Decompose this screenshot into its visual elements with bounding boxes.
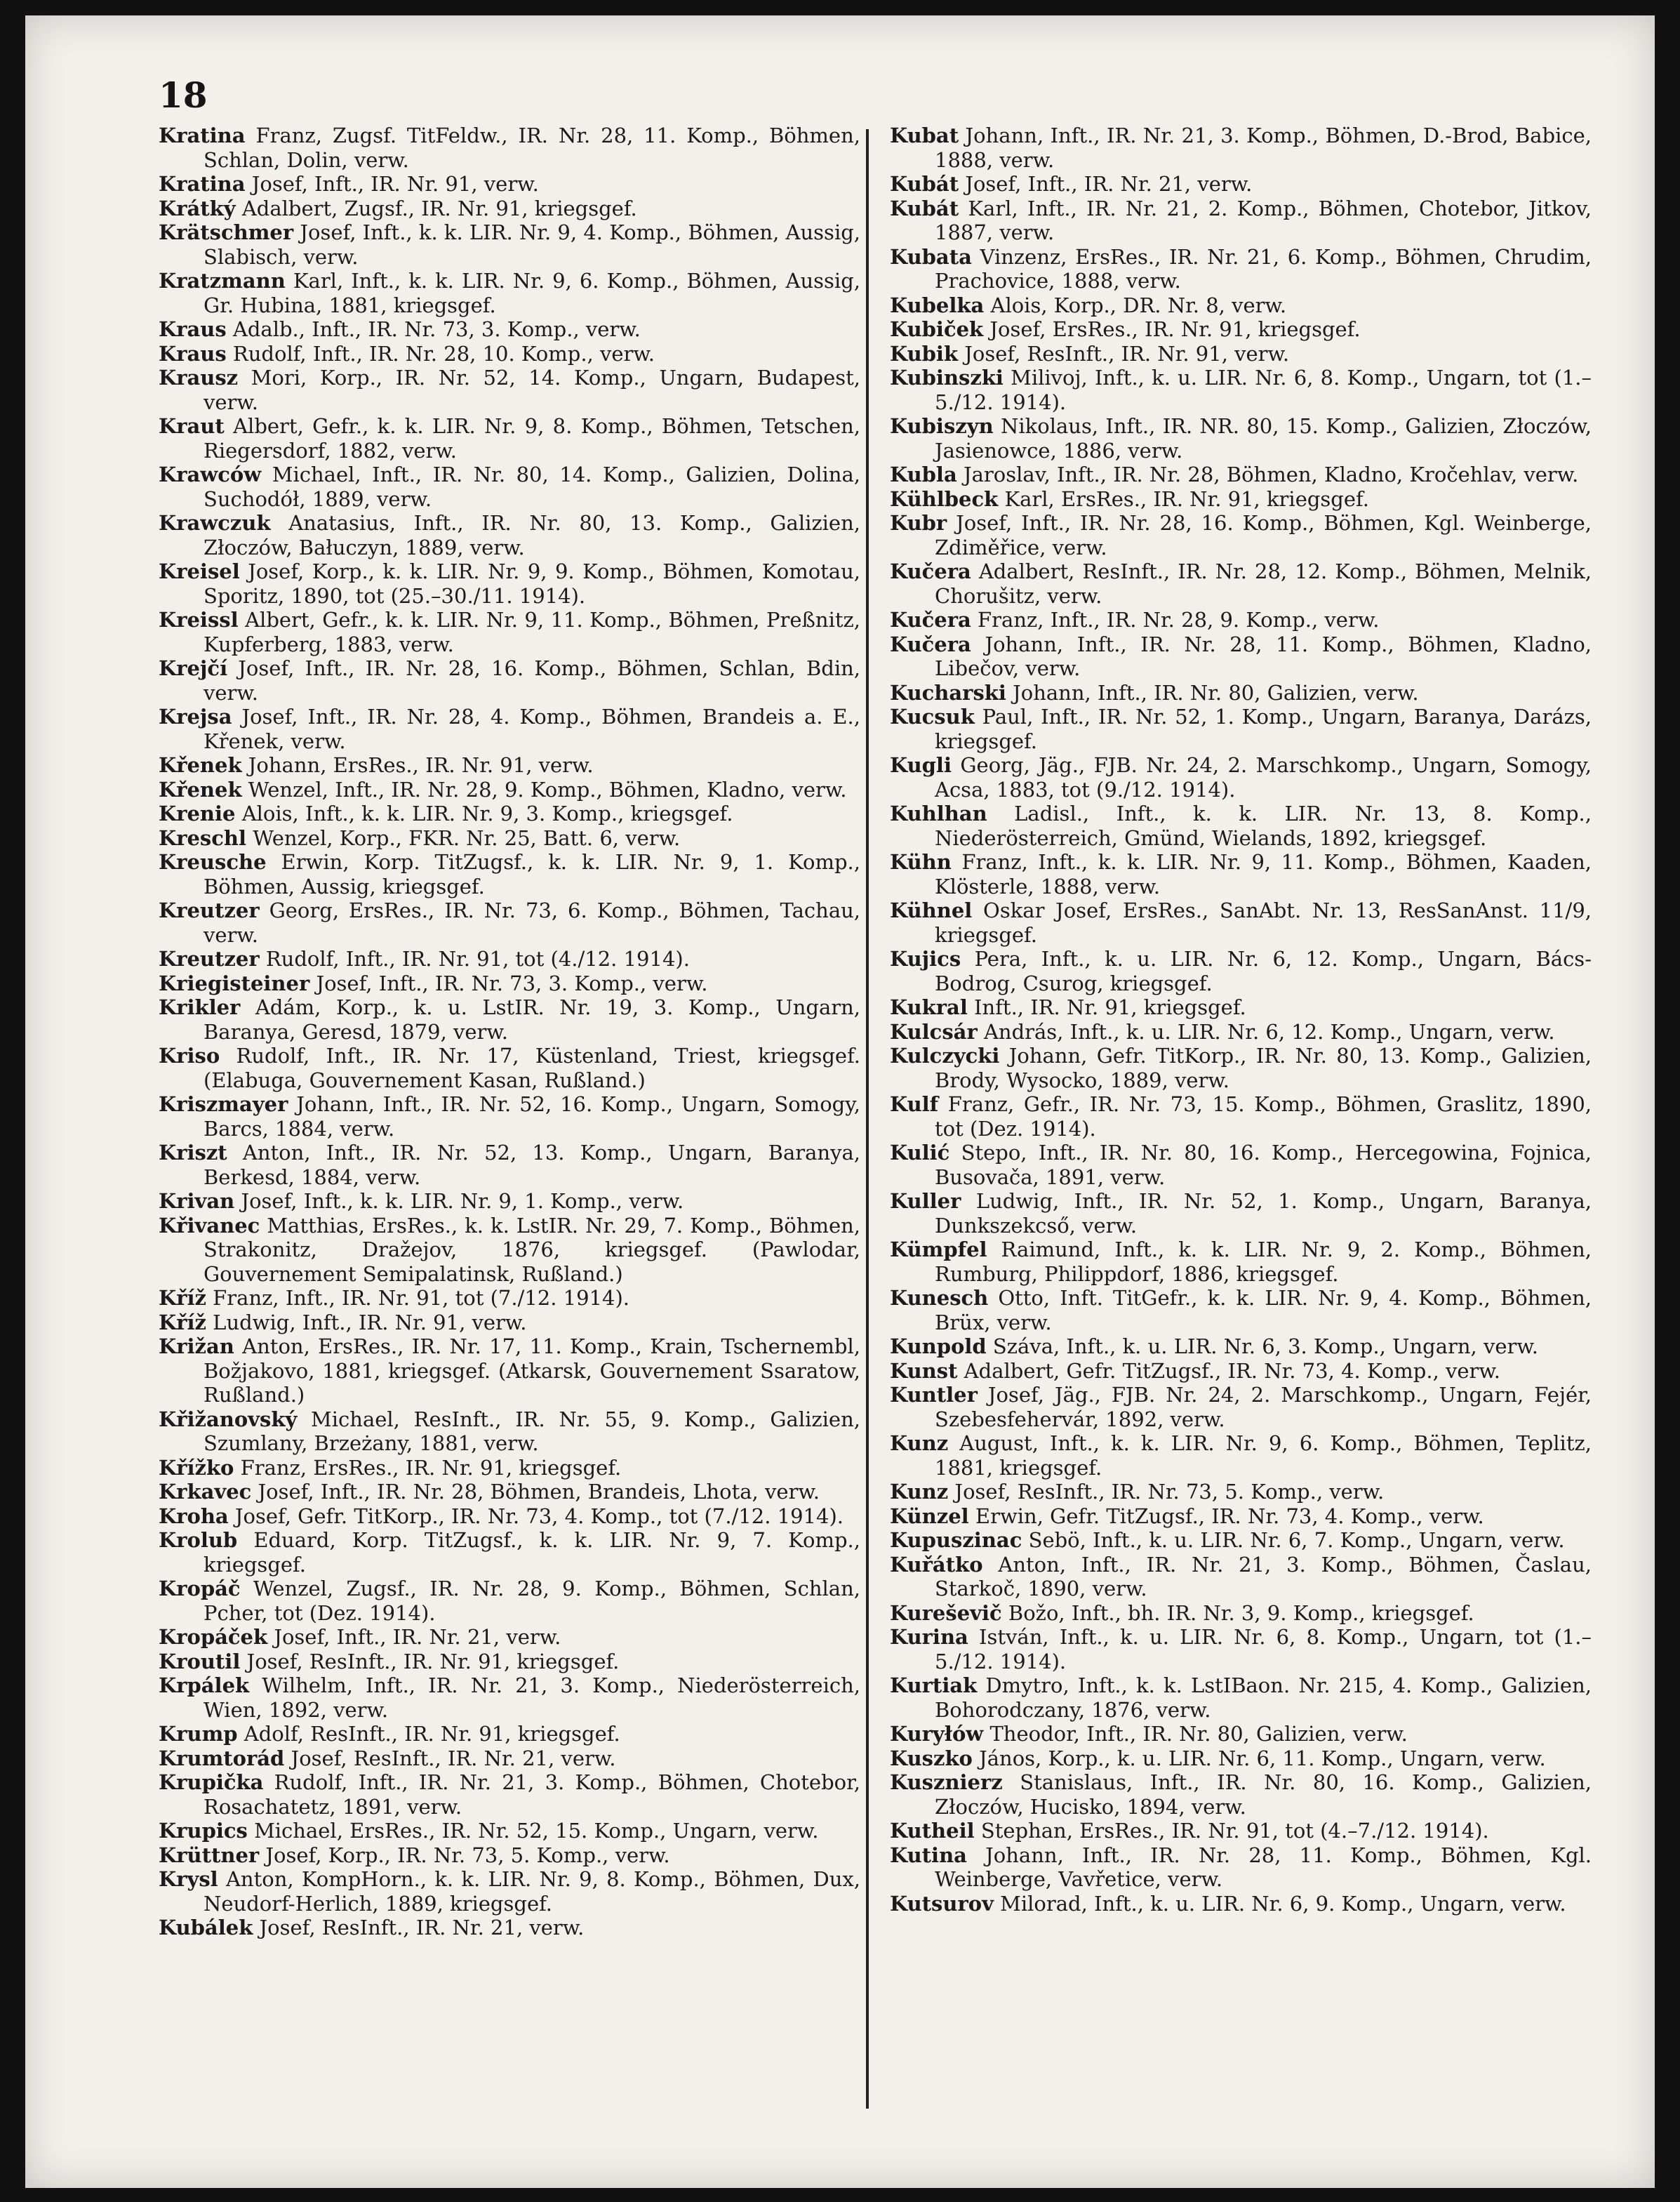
- right-column: [890, 124, 1592, 1916]
- entry-surname: Kuřátko: [890, 1552, 983, 1577]
- entry-details: Johann, Inft., IR. Nr. 80, Galizien, verw.: [1006, 680, 1419, 705]
- entry-surname: Kubat: [890, 124, 959, 147]
- entry-surname: Kugli: [890, 753, 952, 777]
- entry-surname: Kusznierz: [890, 1770, 1003, 1794]
- register-entry: [159, 898, 860, 947]
- entry-surname: Kulić: [890, 1141, 950, 1165]
- entry-surname: Kubinszki: [890, 366, 1004, 390]
- register-entry: [890, 487, 1592, 512]
- entry-surname: Kubát: [890, 196, 959, 220]
- entry-details: Wilhelm, Inft., IR. Nr. 21, 3. Komp., Niederösterreich, Wien, 1892, verw.: [204, 1673, 860, 1722]
- entry-surname: Kulcsár: [890, 1019, 978, 1044]
- entry-details: Dmytro, Inft., k. k. LstIBaon. Nr. 215, 4. Komp., Galizien, Bohorodczany, 1876, verw.: [935, 1673, 1592, 1722]
- register-entry: [159, 1286, 860, 1311]
- entry-details: Adalb., Inft., IR. Nr. 73, 3. Komp., verw.: [226, 317, 641, 341]
- register-entry: [159, 850, 860, 898]
- register-entry: [159, 1746, 860, 1771]
- entry-details: Josef, Jäg., FJB. Nr. 24, 2. Marschkomp., Ungarn, Fejér, Szebesfehervár, 1892, verw.: [935, 1383, 1592, 1431]
- entry-surname: Kunesch: [890, 1286, 989, 1310]
- entry-details: Anton, Inft., IR. Nr. 52, 13. Komp., Ungarn, Baranya, Berkesd, 1884, verw.: [204, 1141, 860, 1189]
- register-entry: [159, 220, 860, 269]
- register-entry: [890, 293, 1592, 318]
- entry-surname: Kurina: [890, 1625, 968, 1649]
- register-entry: [890, 124, 1592, 172]
- entry-surname: Krkavec: [159, 1480, 252, 1504]
- entry-surname: Kühnel: [890, 898, 973, 922]
- register-entry: [159, 1867, 860, 1916]
- entry-details: Franz, ErsRes., IR. Nr. 91, kriegsgef.: [234, 1455, 622, 1480]
- register-entry: [159, 269, 860, 317]
- entry-surname: Kubelka: [890, 293, 985, 317]
- register-entry: [159, 705, 860, 753]
- entry-surname: Kučera: [890, 608, 971, 632]
- register-entry: [159, 1722, 860, 1746]
- entry-surname: Kuszko: [890, 1746, 973, 1770]
- entry-surname: Kubálek: [159, 1916, 253, 1939]
- entry-surname: Krupics: [159, 1819, 248, 1843]
- entry-details: Josef, ResInft., IR. Nr. 73, 5. Komp., verw.: [948, 1480, 1385, 1504]
- entry-details: Albert, Gefr., k. k. LIR. Nr. 9, 11. Komp., Böhmen, Preßnitz, Kupferberg, 1883, verw.: [204, 608, 860, 656]
- entry-details: Erwin, Gefr. TitZugsf., IR. Nr. 73, 4. Komp., verw.: [968, 1504, 1484, 1528]
- entry-details: Anton, ErsRes., IR. Nr. 17, 11. Komp., Krain, Tschernembl, Božjakovo, 1881, kriegsgef. (Atkarsk, Gouvernement Ssaratow, Rußland.): [204, 1334, 860, 1407]
- entry-details: Johann, Inft., IR. Nr. 52, 16. Komp., Ungarn, Somogy, Barcs, 1884, verw.: [204, 1092, 860, 1141]
- register-entry: [890, 463, 1592, 487]
- entry-surname: Krawców: [159, 463, 262, 486]
- entry-surname: Kraut: [159, 414, 225, 438]
- register-entry: [159, 1407, 860, 1456]
- entry-surname: Kukral: [890, 995, 968, 1019]
- register-entry: [159, 1528, 860, 1577]
- register-entry: [159, 317, 860, 342]
- entry-surname: Kutsurov: [890, 1891, 994, 1916]
- entry-details: Franz, Inft., IR. Nr. 28, 9. Komp., verw.: [971, 608, 1380, 632]
- entry-surname: Křenek: [159, 753, 242, 777]
- entry-surname: Kříž: [159, 1310, 206, 1334]
- register-entry: [890, 414, 1592, 463]
- entry-details: Wenzel, Inft., IR. Nr. 28, 9. Komp., Böhmen, Kladno, verw.: [241, 777, 847, 802]
- register-entry: [159, 1577, 860, 1625]
- entry-surname: Kučera: [890, 632, 971, 656]
- entry-details: Adalbert, ResInft., IR. Nr. 28, 12. Komp., Böhmen, Melnik, Chorušitz, verw.: [935, 559, 1592, 608]
- entry-details: Franz, Inft., k. k. LIR. Nr. 9, 11. Komp., Böhmen, Kaaden, Klösterle, 1888, verw.: [935, 850, 1592, 898]
- entry-surname: Krenie: [159, 802, 236, 825]
- entry-surname: Kreusche: [159, 850, 267, 874]
- entry-details: Theodor, Inft., IR. Nr. 80, Galizien, verw.: [983, 1722, 1408, 1746]
- entry-details: Stephan, ErsRes., IR. Nr. 91, tot (4.–7./12. 1914).: [974, 1819, 1489, 1843]
- entry-details: Ladisl., Inft., k. k. LIR. Nr. 13, 8. Komp., Niederösterreich, Gmünd, Wielands, 1892, kriegsgef.: [935, 802, 1592, 850]
- register-entry: [159, 1311, 860, 1335]
- register-entry: [890, 1528, 1592, 1553]
- register-entry: [159, 826, 860, 851]
- entry-details: Michael, ErsRes., IR. Nr. 52, 15. Komp., Ungarn, verw.: [247, 1819, 819, 1843]
- entry-details: Georg, ErsRes., IR. Nr. 73, 6. Komp., Böhmen, Tachau, verw.: [204, 898, 860, 947]
- entry-surname: Kroutil: [159, 1649, 241, 1673]
- register-entry: [890, 511, 1592, 559]
- entry-surname: Kuntler: [890, 1383, 978, 1407]
- entry-details: Inft., IR. Nr. 91, kriegsgef.: [967, 995, 1246, 1019]
- register-entry: [159, 1092, 860, 1141]
- entry-surname: Kümpfel: [890, 1238, 987, 1261]
- register-entry: [890, 1601, 1592, 1626]
- entry-details: Božo, Inft., bh. IR. Nr. 3, 9. Komp., kriegsgef.: [1001, 1600, 1474, 1625]
- entry-details: Adám, Korp., k. u. LstIR. Nr. 19, 3. Komp., Ungarn, Baranya, Geresd, 1879, verw.: [204, 995, 860, 1044]
- entry-surname: Kučera: [890, 559, 971, 583]
- entry-surname: Kubát: [890, 172, 959, 196]
- register-entry: [159, 753, 860, 778]
- entry-details: István, Inft., k. u. LIR. Nr. 6, 8. Komp., Ungarn, tot (1.–5./12. 1914).: [935, 1625, 1592, 1673]
- entry-surname: Kühn: [890, 850, 952, 874]
- entry-details: Rudolf, Inft., IR. Nr. 17, Küstenland, Triest, kriegsgef. (Elabuga, Gouvernement Kasan, Rußland.): [204, 1044, 860, 1092]
- entry-details: Karl, Inft., IR. Nr. 21, 2. Komp., Böhmen, Chotebor, Jitkov, 1887, verw.: [935, 196, 1592, 244]
- entry-surname: Kubiszyn: [890, 414, 994, 438]
- page-number: 18: [159, 74, 208, 116]
- register-entry: [890, 1189, 1592, 1238]
- entry-surname: Kroha: [159, 1504, 229, 1528]
- entry-details: Rudolf, Inft., IR. Nr. 21, 3. Komp., Böhmen, Chotebor, Rosachatetz, 1891, verw.: [204, 1770, 860, 1819]
- entry-surname: Krumtorád: [159, 1746, 285, 1770]
- entry-details: Stepo, Inft., IR. Nr. 80, 16. Komp., Hercegowina, Fojnica, Busovača, 1891, verw.: [935, 1141, 1592, 1189]
- entry-details: Vinzenz, ErsRes., IR. Nr. 21, 6. Komp., Böhmen, Chrudim, Prachovice, 1888, verw.: [935, 244, 1592, 293]
- entry-details: Georg, Jäg., FJB. Nr. 24, 2. Marschkomp., Ungarn, Somogy, Acsa, 1883, tot (9./12. 1914).: [935, 753, 1592, 802]
- register-entry: [159, 172, 860, 197]
- register-entry: [159, 1044, 860, 1092]
- entry-surname: Künzel: [890, 1504, 969, 1528]
- entry-details: Josef, Inft., IR. Nr. 28, 4. Komp., Böhmen, Brandeis a. E., Křenek, verw.: [204, 705, 860, 753]
- entry-surname: Kubr: [890, 511, 947, 535]
- entry-details: Karl, ErsRes., IR. Nr. 91, kriegsgef.: [998, 486, 1369, 511]
- entry-surname: Kratina: [159, 124, 246, 147]
- register-entry: [890, 1431, 1592, 1480]
- entry-surname: Krysl: [159, 1867, 218, 1891]
- register-entry: [890, 947, 1592, 995]
- register-entry: [890, 172, 1592, 197]
- entry-details: Adolf, ResInft., IR. Nr. 91, kriegsgef.: [237, 1722, 620, 1746]
- entry-surname: Kupuszinac: [890, 1528, 1022, 1552]
- register-entry: [159, 1214, 860, 1287]
- entry-details: Ludwig, Inft., IR. Nr. 91, verw.: [206, 1310, 527, 1334]
- entry-details: Josef, Korp., k. k. LIR. Nr. 9, 9. Komp., Böhmen, Komotau, Sporitz, 1890, tot (25.–30./11. 1914).: [204, 559, 860, 608]
- entry-surname: Kratina: [159, 172, 246, 196]
- entry-surname: Kujics: [890, 947, 961, 971]
- entry-details: Johann, Inft., IR. Nr. 28, 11. Komp., Böhmen, Kladno, Libečov, verw.: [935, 632, 1592, 680]
- register-entry: [890, 1625, 1592, 1673]
- register-entry: [159, 1673, 860, 1722]
- register-entry: [890, 1722, 1592, 1746]
- entry-details: Josef, ResInft., IR. Nr. 21, verw.: [253, 1916, 585, 1939]
- register-entry: [890, 1843, 1592, 1892]
- register-entry: [159, 366, 860, 414]
- entry-surname: Kreutzer: [159, 898, 260, 922]
- entry-surname: Kurtiak: [890, 1673, 978, 1697]
- entry-details: Mori, Korp., IR. Nr. 52, 14. Komp., Ungarn, Budapest, verw.: [204, 366, 860, 414]
- entry-surname: Křenek: [159, 777, 242, 802]
- entry-surname: Kraus: [159, 317, 227, 341]
- register-entry: [890, 1334, 1592, 1359]
- entry-surname: Kubiček: [890, 317, 984, 341]
- entry-details: Anatasius, Inft., IR. Nr. 80, 13. Komp., Galizien, Złoczów, Bałuczyn, 1889, verw.: [204, 511, 860, 559]
- entry-surname: Kunst: [890, 1358, 958, 1383]
- register-entry: [890, 559, 1592, 608]
- register-entry: [159, 1770, 860, 1819]
- entry-surname: Kříž: [159, 1286, 206, 1310]
- entry-details: Anton, Inft., IR. Nr. 21, 3. Komp., Böhmen, Časlau, Starkoč, 1890, verw.: [935, 1552, 1592, 1600]
- entry-surname: Krpálek: [159, 1673, 250, 1697]
- entry-surname: Kutheil: [890, 1819, 975, 1843]
- register-entry: [890, 995, 1592, 1020]
- register-entry: [890, 1819, 1592, 1843]
- entry-details: Josef, Inft., IR. Nr. 21, verw.: [959, 172, 1253, 196]
- register-entry: [890, 317, 1592, 342]
- register-entry: [159, 197, 860, 221]
- entry-surname: Krupička: [159, 1770, 264, 1794]
- entry-surname: Kraus: [159, 341, 227, 366]
- entry-details: Josef, ResInft., IR. Nr. 91, verw.: [958, 341, 1290, 366]
- entry-surname: Kubik: [890, 341, 959, 366]
- entry-details: Josef, Korp., IR. Nr. 73, 5. Komp., verw.: [259, 1843, 670, 1867]
- entry-surname: Křižanovský: [159, 1407, 298, 1431]
- entry-details: Franz, Inft., IR. Nr. 91, tot (7./12. 1914).: [206, 1286, 629, 1310]
- entry-details: Milorad, Inft., k. u. LIR. Nr. 6, 9. Komp., Ungarn, verw.: [993, 1891, 1566, 1916]
- register-entry: [159, 1480, 860, 1504]
- entry-surname: Kühlbeck: [890, 486, 999, 511]
- entry-surname: Kunz: [890, 1480, 949, 1504]
- entry-surname: Kureševič: [890, 1600, 1002, 1625]
- register-entry: [159, 656, 860, 705]
- register-entry: [159, 1843, 860, 1868]
- register-entry: [890, 1770, 1592, 1819]
- entry-surname: Krikler: [159, 995, 241, 1019]
- entry-surname: Kulf: [890, 1092, 939, 1116]
- entry-details: Josef, Inft., IR. Nr. 91, verw.: [245, 172, 539, 196]
- entry-details: August, Inft., k. k. LIR. Nr. 9, 6. Komp., Böhmen, Teplitz, 1881, kriegsgef.: [935, 1431, 1592, 1480]
- entry-details: János, Korp., k. u. LIR. Nr. 6, 11. Komp., Ungarn, verw.: [972, 1746, 1546, 1770]
- entry-details: Josef, Inft., IR. Nr. 28, 16. Komp., Böhmen, Kgl. Weinberge, Zdiměřice, verw.: [935, 511, 1592, 559]
- entry-details: Michael, Inft., IR. Nr. 80, 14. Komp., Galizien, Dolina, Suchodół, 1889, verw.: [204, 463, 860, 511]
- register-entry: [159, 1625, 860, 1650]
- entry-surname: Krausz: [159, 366, 239, 390]
- entry-details: Rudolf, Inft., IR. Nr. 28, 10. Komp., verw.: [226, 341, 655, 366]
- entry-surname: Kreissl: [159, 608, 239, 632]
- register-entry: [890, 1286, 1592, 1334]
- register-entry: [890, 1020, 1592, 1044]
- register-entry: [890, 197, 1592, 245]
- entry-details: Johann, Inft., IR. Nr. 21, 3. Komp., Böhmen, D.-Brod, Babice, 1888, verw.: [935, 124, 1592, 172]
- entry-surname: Kuhlhan: [890, 802, 987, 825]
- entry-details: Oskar Josef, ErsRes., SanAbt. Nr. 13, ResSanAnst. 11/9, kriegsgef.: [935, 898, 1592, 947]
- register-entry: [890, 1746, 1592, 1771]
- entry-details: Pera, Inft., k. u. LIR. Nr. 6, 12. Komp., Ungarn, Bács-Bodrog, Csurog, kriegsgef.: [935, 947, 1592, 995]
- entry-surname: Krolub: [159, 1528, 238, 1552]
- entry-details: Josef, Inft., IR. Nr. 73, 3. Komp., verw.: [309, 971, 708, 995]
- register-entry: [890, 366, 1592, 414]
- entry-details: Alois, Inft., k. k. LIR. Nr. 9, 3. Komp., kriegsgef.: [235, 802, 733, 825]
- entry-details: Anton, KompHorn., k. k. LIR. Nr. 9, 8. Komp., Böhmen, Dux, Neudorf-Herlich, 1889, kriegsgef.: [204, 1867, 860, 1916]
- register-entry: [159, 511, 860, 559]
- entry-surname: Kreschl: [159, 825, 247, 850]
- entry-surname: Kriso: [159, 1044, 220, 1068]
- register-entry: [890, 1092, 1592, 1141]
- entry-surname: Krätschmer: [159, 220, 294, 244]
- entry-surname: Krüttner: [159, 1843, 260, 1867]
- register-entry: [890, 1504, 1592, 1529]
- entry-details: Josef, Inft., IR. Nr. 28, 16. Komp., Böhmen, Schlan, Bdin, verw.: [204, 656, 860, 705]
- entry-surname: Kreisel: [159, 559, 240, 583]
- register-entry: [159, 1504, 860, 1529]
- entry-surname: Kutina: [890, 1843, 967, 1867]
- register-entry: [890, 1553, 1592, 1601]
- entry-details: Karl, Inft., k. k. LIR. Nr. 9, 6. Komp., Böhmen, Aussig, Gr. Hubina, 1881, kriegsgef.: [204, 269, 860, 317]
- entry-details: Száva, Inft., k. u. LIR. Nr. 6, 3. Komp., Ungarn, verw.: [986, 1334, 1538, 1358]
- entry-surname: Križan: [159, 1334, 234, 1358]
- entry-details: Adalbert, Zugsf., IR. Nr. 91, kriegsgef.: [235, 196, 637, 220]
- entry-details: Ludwig, Inft., IR. Nr. 52, 1. Komp., Ungarn, Baranya, Dunkszekcső, verw.: [935, 1189, 1592, 1238]
- register-entry: [890, 753, 1592, 802]
- entry-surname: Krivan: [159, 1189, 235, 1213]
- register-entry: [159, 1141, 860, 1189]
- entry-surname: Kunz: [890, 1431, 949, 1455]
- register-entry: [890, 1673, 1592, 1722]
- entry-details: Josef, Inft., IR. Nr. 21, verw.: [267, 1625, 561, 1649]
- entry-details: Paul, Inft., IR. Nr. 52, 1. Komp., Ungarn, Baranya, Darázs, kriegsgef.: [935, 705, 1592, 753]
- column-divider: [866, 129, 869, 2109]
- register-entry: [890, 705, 1592, 753]
- entry-surname: Kropáček: [159, 1625, 268, 1649]
- register-entry: [159, 778, 860, 802]
- register-entry: [159, 947, 860, 971]
- book-page: [25, 15, 1655, 2188]
- entry-surname: Křížko: [159, 1455, 234, 1480]
- register-entry: [159, 463, 860, 511]
- entry-surname: Krump: [159, 1722, 238, 1746]
- entry-details: Milivoj, Inft., k. u. LIR. Nr. 6, 8. Komp., Ungarn, tot (1.–5./12. 1914).: [935, 366, 1592, 414]
- register-entry: [159, 1650, 860, 1674]
- entry-details: Franz, Zugsf. TitFeldw., IR. Nr. 28, 11. Komp., Böhmen, Schlan, Dolin, verw.: [204, 124, 860, 172]
- register-entry: [890, 681, 1592, 705]
- left-column: [159, 124, 860, 1940]
- entry-details: Wenzel, Zugsf., IR. Nr. 28, 9. Komp., Böhmen, Schlan, Pcher, tot (Dez. 1914).: [204, 1577, 860, 1625]
- register-entry: [159, 414, 860, 463]
- register-entry: [890, 1238, 1592, 1286]
- entry-surname: Křivanec: [159, 1213, 260, 1238]
- entry-details: Franz, Gefr., IR. Nr. 73, 15. Komp., Böhmen, Graslitz, 1890, tot (Dez. 1914).: [935, 1092, 1592, 1141]
- entry-details: Josef, ResInft., IR. Nr. 21, verw.: [284, 1746, 616, 1770]
- entry-surname: Kunpold: [890, 1334, 987, 1358]
- entry-surname: Kulczycki: [890, 1044, 1000, 1068]
- entry-surname: Kubata: [890, 244, 972, 269]
- register-entry: [890, 898, 1592, 947]
- register-entry: [159, 971, 860, 996]
- entry-details: Erwin, Korp. TitZugsf., k. k. LIR. Nr. 9, 1. Komp., Böhmen, Aussig, kriegsgef.: [204, 850, 860, 898]
- entry-details: Josef, Inft., k. k. LIR. Nr. 9, 4. Komp., Böhmen, Aussig, Slabisch, verw.: [204, 220, 860, 269]
- register-entry: [159, 995, 860, 1044]
- register-entry: [890, 608, 1592, 632]
- entry-details: Josef, ErsRes., IR. Nr. 91, kriegsgef.: [983, 317, 1361, 341]
- register-entry: [890, 1359, 1592, 1384]
- register-entry: [890, 245, 1592, 293]
- register-entry: [159, 608, 860, 656]
- entry-surname: Kuller: [890, 1189, 961, 1213]
- entry-surname: Kreutzer: [159, 947, 260, 971]
- register-entry: [159, 559, 860, 608]
- register-entry: [159, 802, 860, 826]
- entry-surname: Kropáč: [159, 1577, 241, 1600]
- entry-details: Otto, Inft. TitGefr., k. k. LIR. Nr. 9, 4. Komp., Böhmen, Brüx, verw.: [935, 1286, 1592, 1334]
- register-entry: [890, 850, 1592, 898]
- entry-details: Josef, Inft., k. k. LIR. Nr. 9, 1. Komp., verw.: [234, 1189, 684, 1213]
- register-entry: [890, 1480, 1592, 1504]
- register-entry: [159, 342, 860, 366]
- entry-details: Stanislaus, Inft., IR. Nr. 80, 16. Komp., Galizien, Złoczów, Hucisko, 1894, verw.: [935, 1770, 1592, 1819]
- entry-details: Eduard, Korp. TitZugsf., k. k. LIR. Nr. 9, 7. Komp., kriegsgef.: [204, 1528, 860, 1577]
- entry-surname: Krejsa: [159, 705, 232, 729]
- entry-details: Wenzel, Korp., FKR. Nr. 25, Batt. 6, verw.: [246, 825, 681, 850]
- entry-details: Sebö, Inft., k. u. LIR. Nr. 6, 7. Komp., Ungarn, verw.: [1022, 1528, 1565, 1552]
- entry-details: Jaroslav, Inft., IR. Nr. 28, Böhmen, Kladno, Kročehlav, verw.: [956, 463, 1579, 486]
- entry-details: Albert, Gefr., k. k. LIR. Nr. 9, 8. Komp., Böhmen, Tetschen, Riegersdorf, 1882, verw.: [204, 414, 860, 463]
- entry-surname: Kucharski: [890, 680, 1006, 705]
- register-entry: [890, 1383, 1592, 1431]
- register-entry: [159, 1189, 860, 1214]
- register-entry: [890, 342, 1592, 366]
- entry-surname: Krátký: [159, 196, 236, 220]
- register-entry: [159, 1819, 860, 1843]
- entry-details: Josef, Gefr. TitKorp., IR. Nr. 73, 4. Komp., tot (7./12. 1914).: [228, 1504, 844, 1528]
- entry-details: András, Inft., k. u. LIR. Nr. 6, 12. Komp., Ungarn, verw.: [977, 1019, 1555, 1044]
- register-entry: [890, 1044, 1592, 1092]
- entry-details: Adalbert, Gefr. TitZugsf., IR. Nr. 73, 4. Komp., verw.: [957, 1358, 1501, 1383]
- entry-surname: Kriszmayer: [159, 1092, 288, 1116]
- entry-details: Nikolaus, Inft., IR. NR. 80, 15. Komp., Galizien, Złoczów, Jasienowce, 1886, verw.: [935, 414, 1592, 463]
- entry-details: Raimund, Inft., k. k. LIR. Nr. 9, 2. Komp., Böhmen, Rumburg, Philippdorf, 1886, kriegsgef.: [935, 1238, 1592, 1286]
- register-entry: [159, 1456, 860, 1480]
- entry-surname: Kucsuk: [890, 705, 975, 729]
- register-entry: [159, 124, 860, 172]
- register-entry: [890, 1141, 1592, 1189]
- register-entry: [890, 632, 1592, 681]
- entry-details: Josef, Inft., IR. Nr. 28, Böhmen, Brandeis, Lhota, verw.: [251, 1480, 820, 1504]
- entry-surname: Kriszt: [159, 1141, 227, 1165]
- register-entry: [890, 1892, 1592, 1916]
- entry-surname: Krawczuk: [159, 511, 271, 535]
- entry-details: Matthias, ErsRes., k. k. LstIR. Nr. 29, 7. Komp., Böhmen, Strakonitz, Dražejov, 1876, kriegsgef. (Pawlodar, Gouvernement Semipalatinsk, Rußland.): [204, 1213, 860, 1286]
- entry-details: Michael, ResInft., IR. Nr. 55, 9. Komp., Galizien, Szumlany, Brzeżany, 1881, verw.: [204, 1407, 860, 1455]
- entry-surname: Krejčí: [159, 656, 228, 680]
- entry-details: Johann, ErsRes., IR. Nr. 91, verw.: [241, 753, 594, 777]
- entry-surname: Kubla: [890, 463, 957, 486]
- entry-surname: Kriegisteiner: [159, 971, 310, 995]
- register-entry: [159, 1334, 860, 1407]
- entry-details: Alois, Korp., DR. Nr. 8, verw.: [984, 293, 1287, 317]
- entry-surname: Kuryłów: [890, 1722, 984, 1746]
- entry-details: Johann, Gefr. TitKorp., IR. Nr. 80, 13. Komp., Galizien, Brody, Wysocko, 1889, verw.: [935, 1044, 1592, 1092]
- entry-details: Johann, Inft., IR. Nr. 28, 11. Komp., Böhmen, Kgl. Weinberge, Vavřetice, verw.: [935, 1843, 1592, 1891]
- register-entry: [159, 1916, 860, 1940]
- entry-details: Josef, ResInft., IR. Nr. 91, kriegsgef.: [240, 1649, 620, 1673]
- register-entry: [890, 802, 1592, 850]
- entry-details: Rudolf, Inft., IR. Nr. 91, tot (4./12. 1914).: [259, 947, 690, 971]
- entry-surname: Kratzmann: [159, 269, 286, 293]
